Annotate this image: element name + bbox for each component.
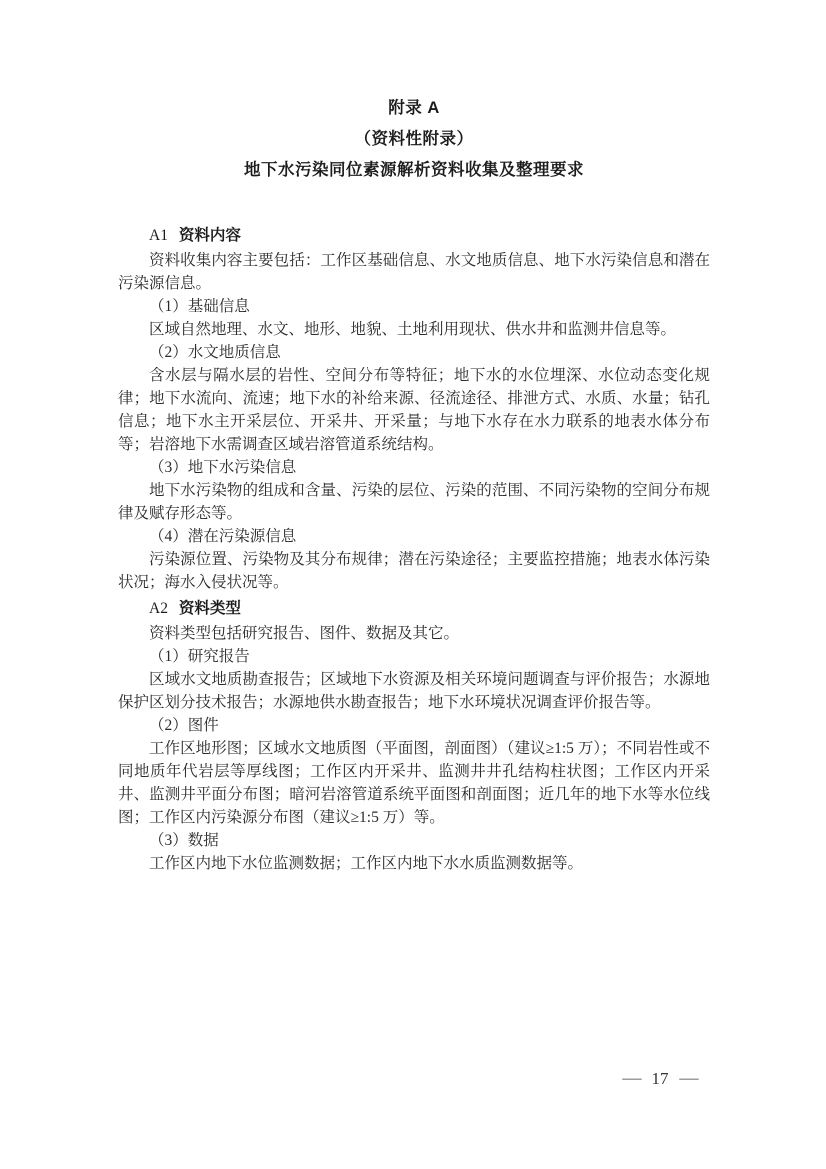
paragraph: 地下水污染物的组成和含量、污染的层位、污染的范围、不同污染物的空间分布规律及赋存形态等。: [118, 482, 710, 522]
page-footer: [604, 1069, 716, 1089]
paragraph: 区域水文地质勘查报告；区域地下水资源及相关环境问题调查与评价报告；水源地保护区划分技术报告；水源地供水勘查报告；地下水环境状况调查评价报告等。: [118, 671, 710, 711]
item-heading: （3）地下水污染信息: [149, 459, 297, 476]
item-heading: （1）研究报告: [149, 648, 250, 665]
paragraph: 工作区地形图；区域水文地质图（平面图，剖面图）（建议≥1:5 万）；不同岩性或不同地质年代岩层等厚线图；工作区内开采井、监测井井孔结构柱状图；工作区内开采井、监测井平面分布图；暗河岩溶管道系统平面图和剖面图；近几年的地下水等水位线图；工作区内污染源分布图（建议≥1:5 万）等。: [118, 740, 710, 826]
document-body: [118, 221, 710, 875]
section-a1: [118, 224, 710, 594]
section-a2-number: A2: [149, 600, 168, 617]
paragraph: 资料收集内容主要包括：工作区基础信息、水文地质信息、地下水污染信息和潜在污染源信息。: [118, 252, 710, 292]
section-a1-title: 资料内容: [178, 227, 241, 244]
paragraph: 资料类型包括研究报告、图件、数据及其它。: [149, 625, 460, 642]
section-a1-heading: [118, 224, 710, 247]
appendix-label: 附录 A: [388, 99, 440, 117]
item-heading: （3）数据: [149, 832, 219, 849]
title-block: [118, 93, 710, 186]
footer-dash-right: —: [678, 1070, 699, 1087]
paragraph: 区域自然地理、水文、地形、地貌、土地利用现状、供水井和监测井信息等。: [149, 321, 677, 338]
footer-dash-left: —: [621, 1070, 642, 1087]
item-heading: （2）水文地质信息: [149, 344, 281, 361]
item-heading: （2）图件: [149, 717, 219, 734]
section-a1-number: A1: [149, 227, 168, 244]
document-title: 地下水污染同位素源解析资料收集及整理要求: [244, 161, 584, 179]
appendix-type-label: （资料性附录）: [354, 130, 474, 148]
paragraph: 含水层与隔水层的岩性、空间分布等特征；地下水的水位埋深、水位动态变化规律；地下水流向、流速；地下水的补给来源、径流途径、排泄方式、水质、水量；钻孔信息；地下水主开采层位、开采井、开采量；与地下水存在水力联系的地表水体分布等；岩溶地下水需调查区域岩溶管道系统结构。: [118, 367, 710, 453]
item-heading: （4）潜在污染源信息: [149, 528, 297, 545]
page-number: 17: [651, 1069, 669, 1088]
paragraph: 工作区内地下水位监测数据；工作区内地下水水质监测数据等。: [149, 855, 584, 872]
section-a2: [118, 597, 710, 875]
item-heading: （1）基础信息: [149, 298, 250, 315]
paragraph: 污染源位置、污染物及其分布规律；潜在污染途径；主要监控措施；地表水体污染状况；海水入侵状况等。: [118, 551, 710, 591]
section-a2-title: 资料类型: [178, 600, 241, 617]
section-a2-heading: [118, 597, 710, 620]
